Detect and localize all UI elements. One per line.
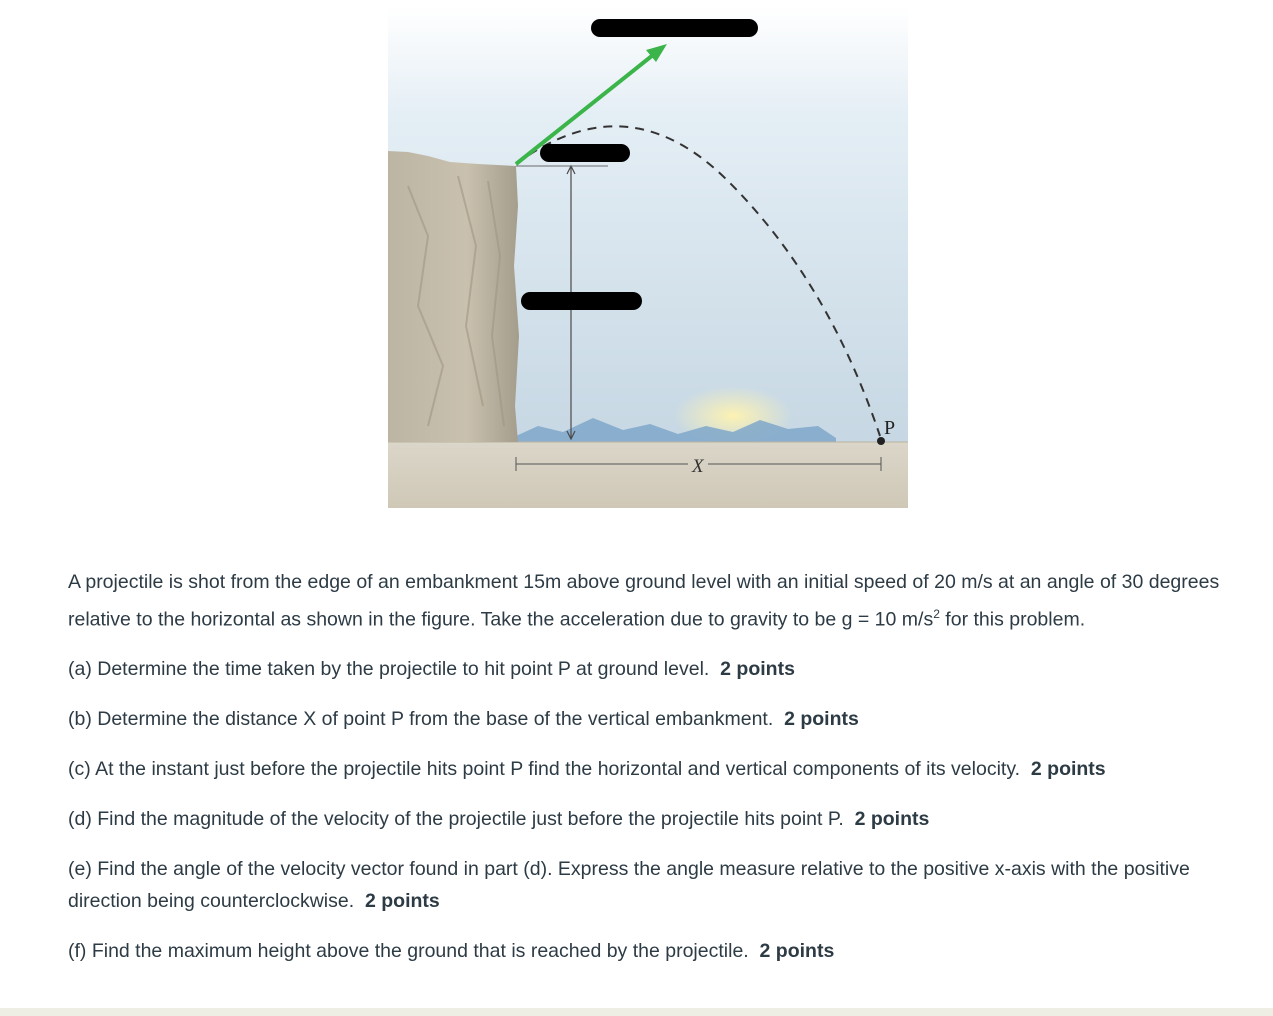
redaction-bar-height	[521, 292, 642, 310]
question-c: (c) At the instant just before the projectile hits point P find the horizontal and vertical components of its velocity. 2 points	[68, 757, 1106, 780]
question-f: (f) Find the maximum height above the ground that is reached by the projectile. 2 points	[68, 939, 835, 962]
question-b: (b) Determine the distance X of point P from the base of the vertical embankment. 2 points	[68, 707, 859, 730]
question-e: (e) Find the angle of the velocity vector found in part (d). Express the angle measure relative to the positive x-axis with the positive direction being counterclockwise. 2 points	[68, 857, 1190, 912]
intro-text: A projectile is shot from the edge of an embankment 15m above ground level with an initial speed of 20 m/s at an angle of 30 degrees relative to the horizontal as shown in the figure. Take the acceleration due to gravity to be g = 10 m/s	[68, 571, 1220, 631]
points-badge: 2 points	[854, 807, 930, 830]
problem-text	[68, 566, 1248, 985]
distance-label: X	[692, 456, 704, 477]
redaction-bar-top	[591, 19, 758, 37]
points-badge: 2 points	[720, 657, 795, 680]
point-p-label: P	[884, 417, 896, 439]
redaction-bar-angle	[540, 144, 630, 162]
ground	[388, 442, 908, 508]
points-badge: 2 points	[365, 889, 440, 912]
projectile-figure	[388, 6, 908, 508]
question-a: (a) Determine the time taken by the projectile to hit point P at ground level. 2 points	[68, 657, 795, 680]
question-d: (d) Find the magnitude of the velocity of the projectile just before the projectile hits point P. 2 points	[68, 807, 930, 830]
points-badge: 2 points	[784, 707, 859, 730]
intro-text-end: for this problem.	[939, 608, 1086, 631]
projectile-diagram	[388, 6, 908, 508]
exponent: 2	[933, 607, 940, 621]
points-badge: 2 points	[759, 939, 835, 962]
points-badge: 2 points	[1030, 757, 1106, 780]
bottom-border	[0, 1008, 1273, 1016]
problem-intro	[68, 566, 1248, 636]
